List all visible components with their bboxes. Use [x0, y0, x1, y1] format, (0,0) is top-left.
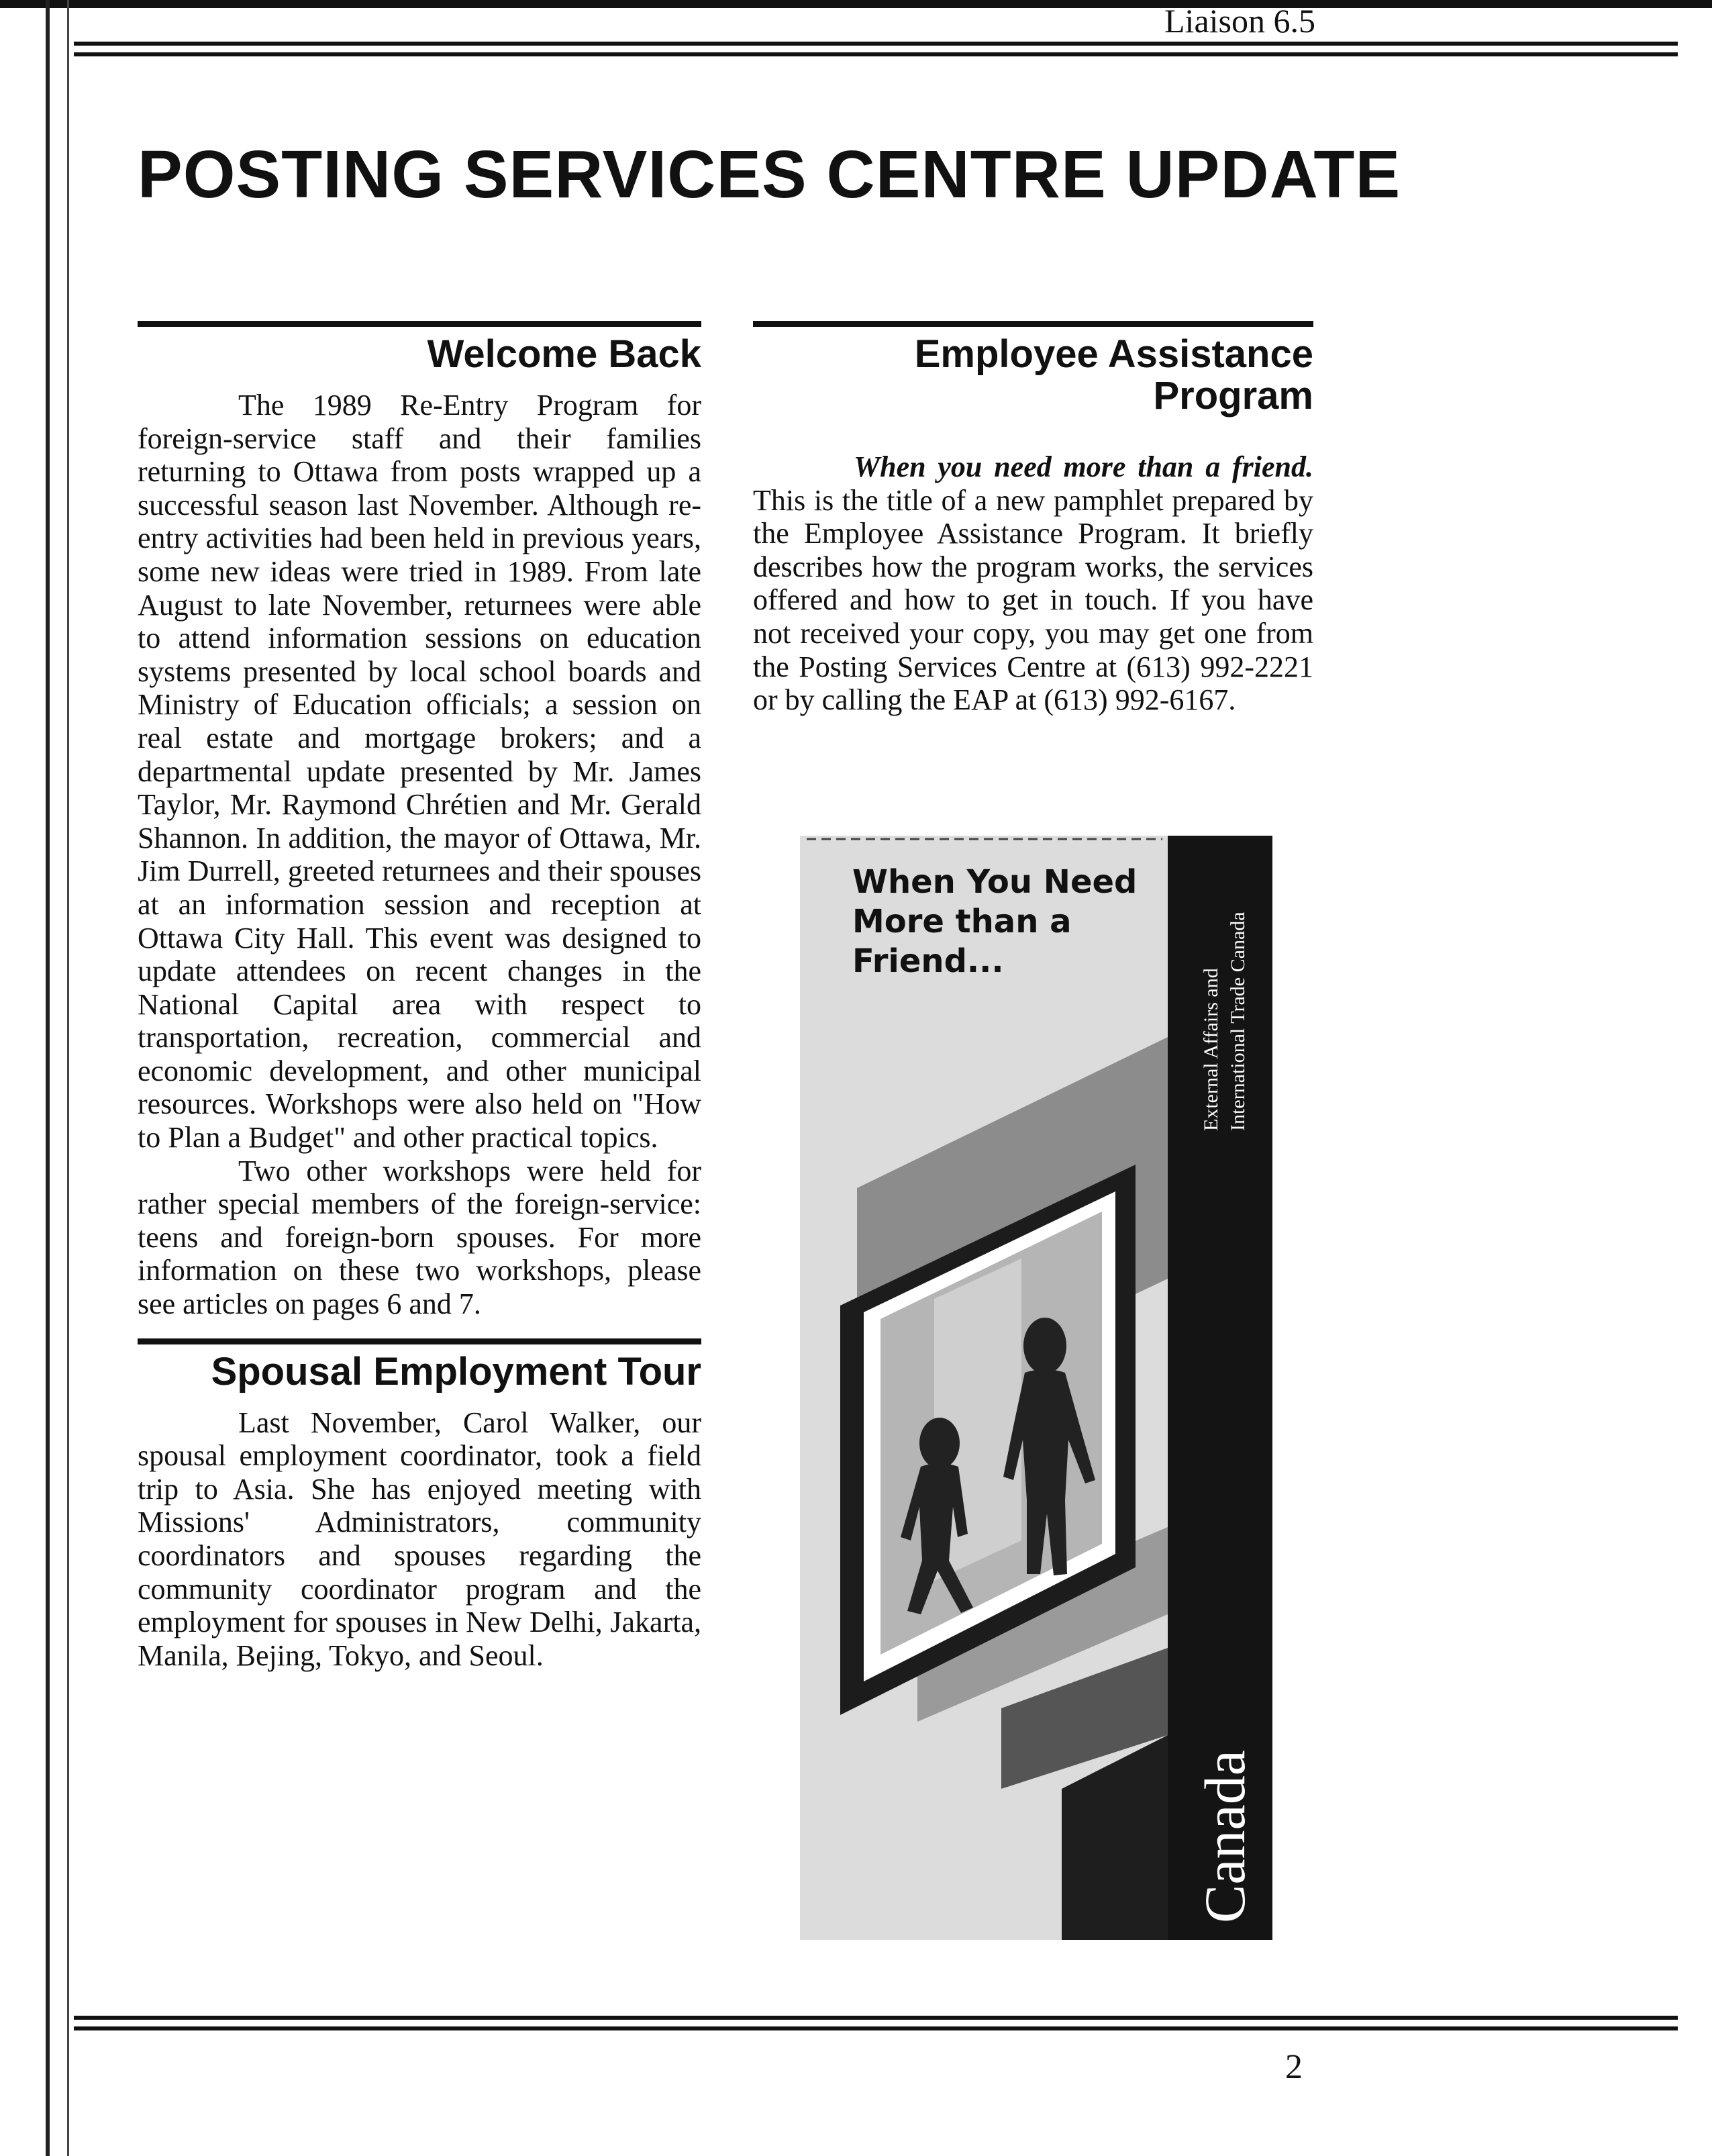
eap-heading-line-1: Employee Assistance	[914, 332, 1313, 376]
canada-wordmark: Canada	[1193, 1750, 1257, 1923]
spine-line-1: External Affairs and	[1200, 968, 1222, 1131]
eap-heading-line-2: Program	[1153, 374, 1313, 418]
eap-subtitle: When you need more than a friend.	[854, 450, 1313, 483]
eap-paragraph	[753, 450, 1313, 717]
section-rule	[138, 321, 701, 327]
header-double-rule	[74, 42, 1678, 56]
pamphlet-cover-image	[800, 836, 1272, 1940]
cover-line-1: When You Need	[852, 863, 1138, 901]
page-number: 2	[1285, 2048, 1303, 2086]
left-margin-rule-inner	[67, 0, 69, 2156]
cover-line-2: More than a	[852, 903, 1072, 940]
spine-line-2: International Trade Canada	[1227, 912, 1249, 1131]
welcome-back-heading: Welcome Back	[427, 332, 701, 376]
eap-heading	[753, 334, 1313, 417]
left-margin-rule	[46, 0, 50, 2156]
pamphlet-spine	[1168, 836, 1272, 1940]
spousal-employment-paragraph: Last November, Carol Walker, our spousal employment coordinator, took a field trip to Asia. She has enjoyed meeting with Missions' Administrators, community coordinators and spouses regarding the community coordinator program and the employment for spouses in New Delhi, Jakarta, Manila, Bejing, Tokyo, and Seoul.	[138, 1406, 701, 1672]
section-rule	[138, 1338, 701, 1344]
issue-label: Liaison 6.5	[1164, 2, 1315, 40]
top-border	[0, 0, 1712, 8]
left-column	[138, 321, 701, 1672]
right-column	[753, 321, 1313, 717]
footer-double-rule	[74, 2016, 1678, 2030]
spousal-employment-heading: Spousal Employment Tour	[211, 1349, 701, 1393]
welcome-back-paragraph-2: Two other workshops were held for rather special members of the foreign-service: teens and foreign-born spouses. For more information on these two workshops, please see articles on pages 6 and 7.	[138, 1154, 701, 1321]
eap-body: This is the title of a new pamphlet prepared by the Employee Assistance Program. It briefly describes how the program works, the services offered and how to get in touch. If you have not received your copy, you may get one from the Posting Services Centre at (613) 992-2221 or by calling the EAP at (613) 992-6167.	[753, 483, 1313, 717]
cover-line-3: Friend...	[852, 942, 1004, 980]
pamphlet-cover-title	[852, 863, 1168, 981]
welcome-back-paragraph-1: The 1989 Re-Entry Program for foreign-service staff and their families returning to Ottawa from posts wrapped up a successful season last November. Although re-entry activities had been held in previous years, some new ideas were tried in 1989. From late August to late November, returnees were able to attend information sessions on education systems presented by local school boards and Ministry of Education officials; a session on real estate and mortgage brokers; and a departmental update presented by Mr. James Taylor, Mr. Raymond Chrétien and Mr. Gerald Shannon. In addition, the mayor of Ottawa, Mr. Jim Durrell, greeted returnees and their spouses at an information session and reception at Ottawa City Hall. This event was designed to update attendees on recent changes in the National Capital area with respect to transportation, recreation, commercial and economic development, and other municipal resources. Workshops were also held on "How to Plan a Budget" and other practical topics.	[138, 389, 701, 1155]
page-title: POSTING SERVICES CENTRE UPDATE	[138, 137, 1401, 212]
section-rule	[753, 321, 1313, 327]
